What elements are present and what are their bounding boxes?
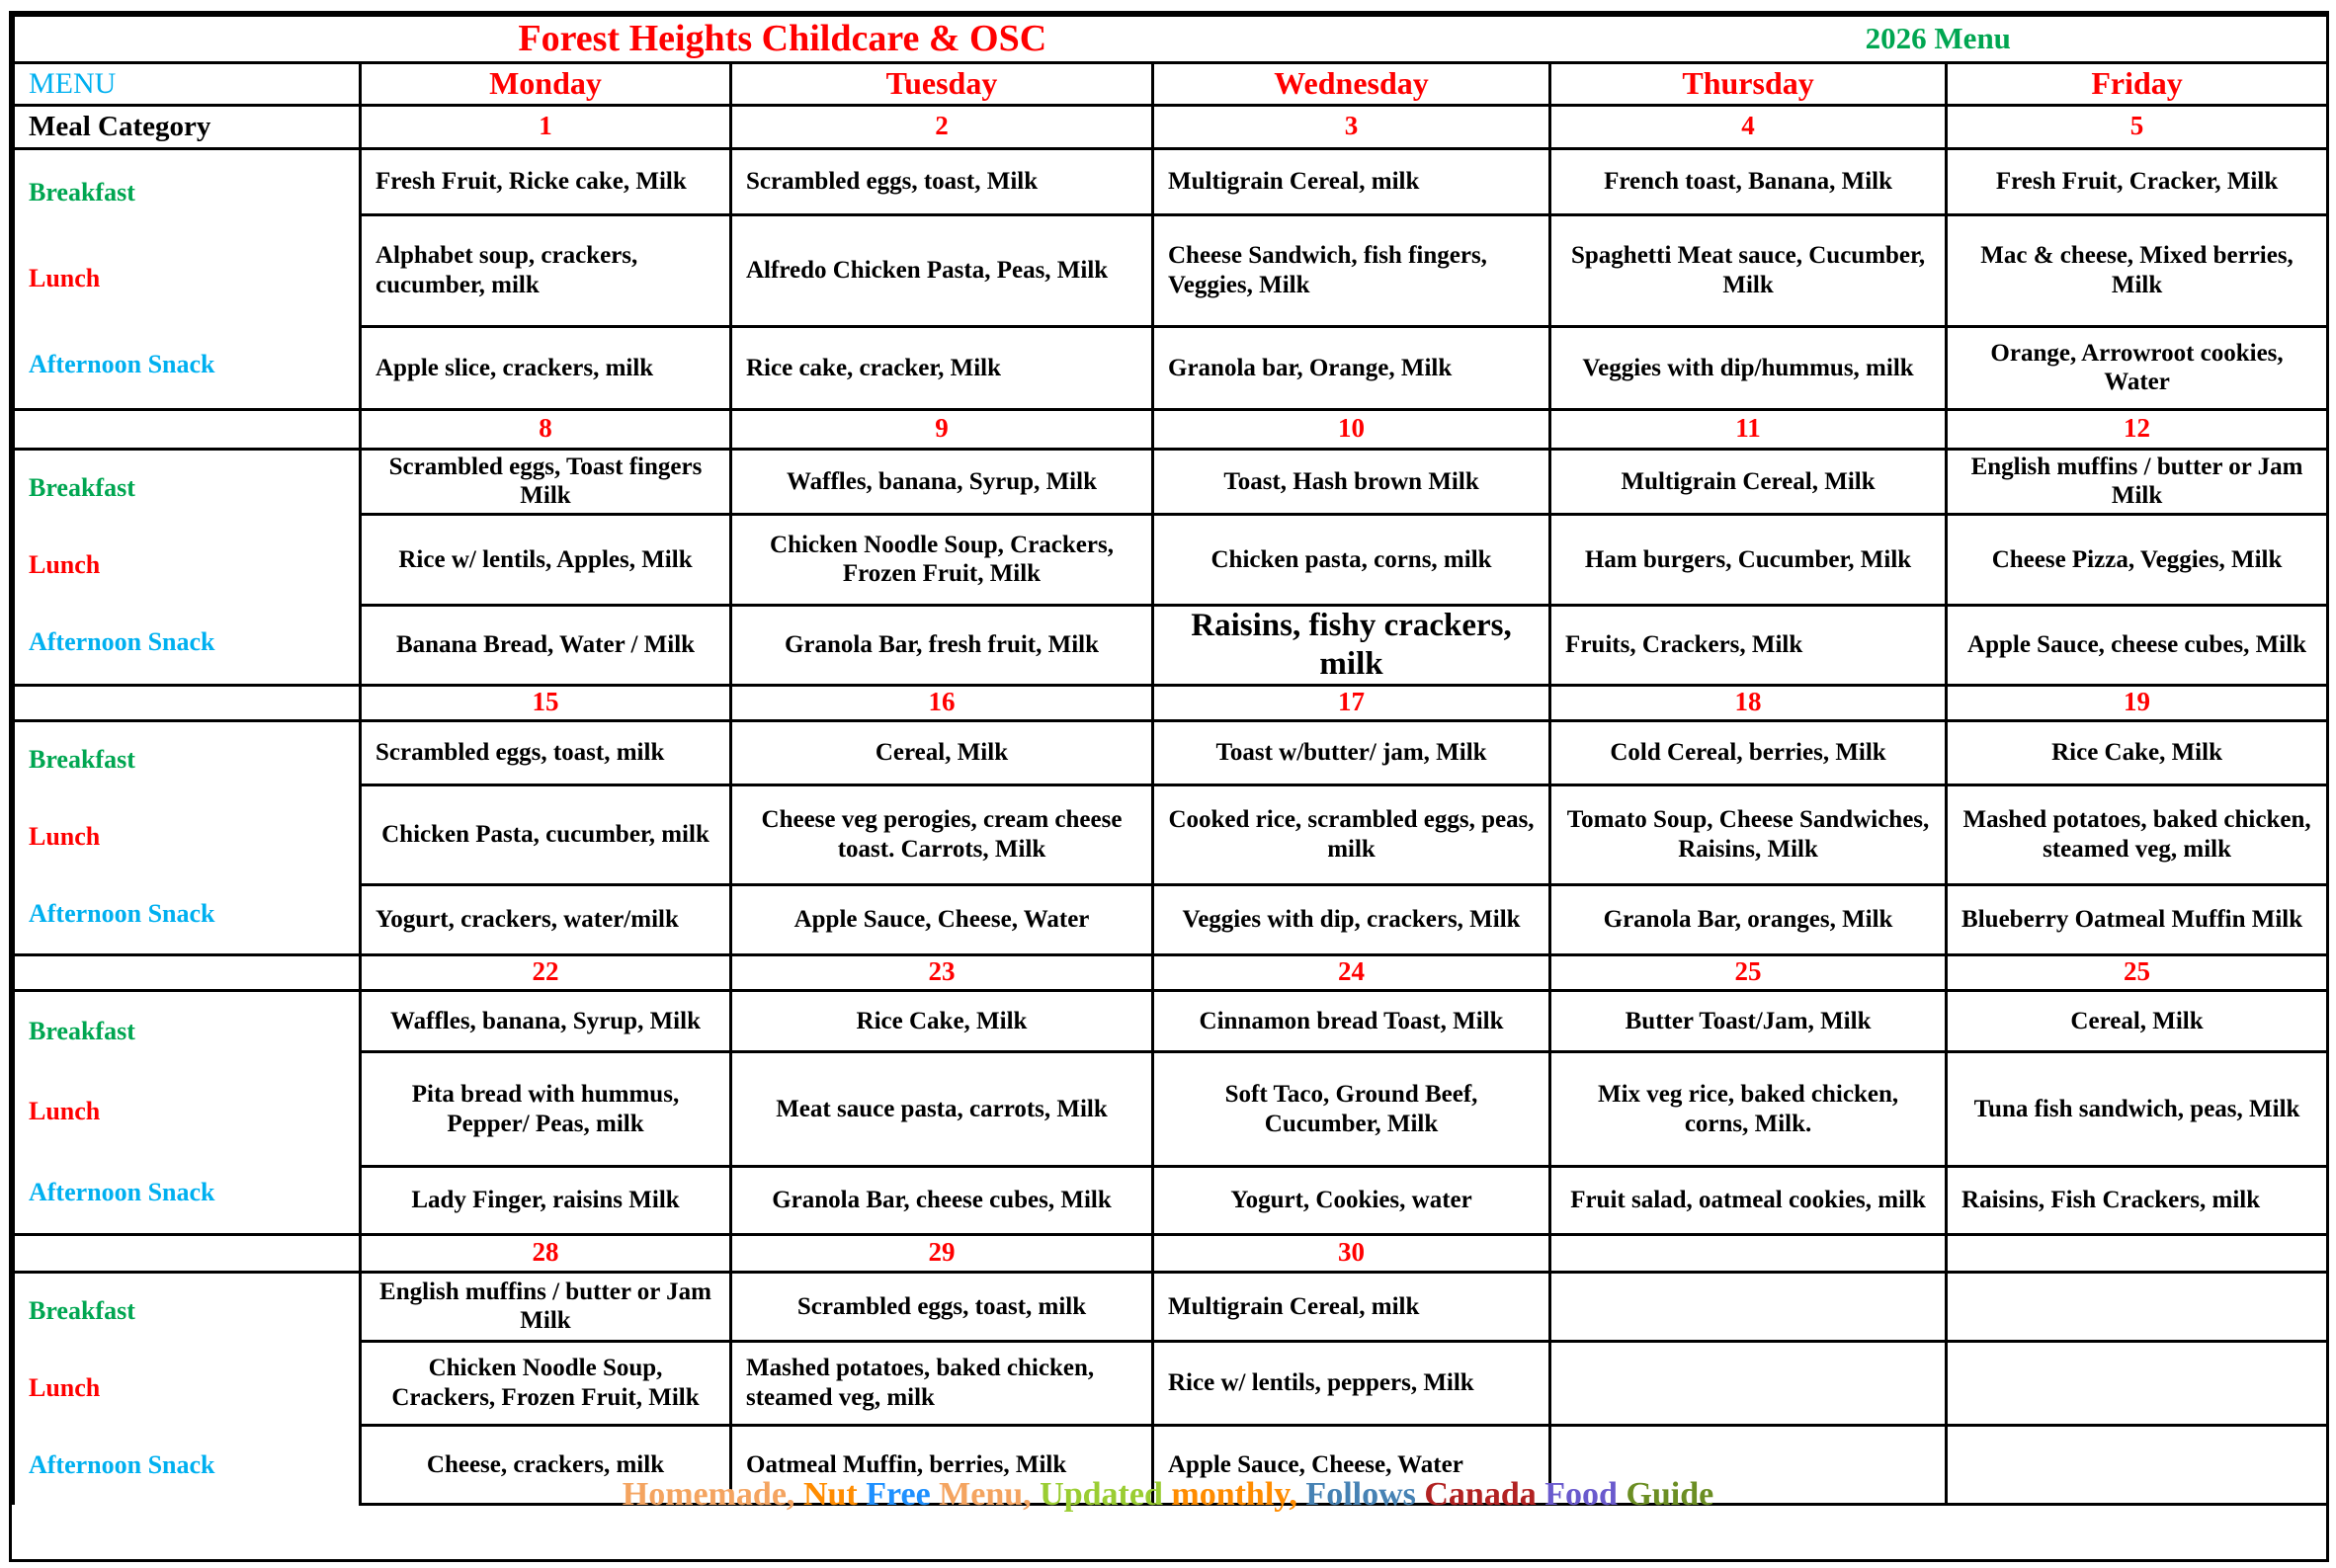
date-number: 8 [361, 409, 731, 449]
meal-category-label: Meal Category [14, 105, 361, 148]
date-number: 18 [1550, 685, 1947, 720]
lunch-label: Lunch [29, 822, 101, 852]
breakfast-cell: Rice Cake, Milk [731, 990, 1153, 1052]
snack-cell: Blueberry Oatmeal Muffin Milk [1947, 884, 2328, 954]
day-header-tuesday: Tuesday [731, 62, 1153, 105]
breakfast-cell: French toast, Banana, Milk [1550, 148, 1947, 214]
day-header-thursday: Thursday [1550, 62, 1947, 105]
lunch-cell: Mashed potatoes, baked chicken, steamed veg, milk [731, 1342, 1153, 1426]
lunch-cell: Chicken pasta, corns, milk [1153, 514, 1550, 605]
snack-cell: Banana Bread, Water / Milk [361, 605, 731, 685]
footer-word: Guide [1626, 1476, 1714, 1513]
breakfast-cell [1947, 1272, 2328, 1341]
date-number: 3 [1153, 105, 1550, 148]
lunch-cell: Cooked rice, scrambled eggs, peas, milk [1153, 784, 1550, 884]
footer-word: monthly, [1171, 1476, 1306, 1513]
snack-cell: Raisins, fishy crackers, milk [1153, 605, 1550, 685]
lunch-cell: Cheese Sandwich, fish fingers, Veggies, Milk [1153, 214, 1550, 326]
snack-label: Afternoon Snack [29, 899, 215, 929]
week-5-breakfast-row [14, 1272, 2328, 1341]
snack-cell: Apple Sauce, Cheese, Water [1153, 1425, 1550, 1505]
date-number: 23 [731, 954, 1153, 990]
week-2-lunch-row [14, 514, 2328, 605]
date-number: 25 [1550, 954, 1947, 990]
meal-labels-cell [14, 148, 361, 409]
date-number: 9 [731, 409, 1153, 449]
date-number: 10 [1153, 409, 1550, 449]
lunch-cell: Cheese veg perogies, cream cheese toast. Carrots, Milk [731, 784, 1153, 884]
lunch-cell: Pita bread with hummus, Pepper/ Peas, milk [361, 1052, 731, 1166]
page-title: Forest Heights Childcare & OSC [14, 16, 1550, 63]
breakfast-cell: Fresh Fruit, Ricke cake, Milk [361, 148, 731, 214]
week-1-date-row [14, 105, 2328, 148]
date-number: 12 [1947, 409, 2328, 449]
breakfast-cell: Scrambled eggs, toast, milk [361, 720, 731, 784]
breakfast-cell: Scrambled eggs, toast, milk [731, 1272, 1153, 1341]
title-row [14, 16, 2328, 63]
lunch-cell: Mix veg rice, baked chicken, corns, Milk. [1550, 1052, 1947, 1166]
week-3-snack-row [14, 884, 2328, 954]
snack-label: Afternoon Snack [29, 1450, 215, 1480]
footer-word: Updated [1040, 1476, 1172, 1513]
year-menu-label: 2026 Menu [1550, 16, 2328, 63]
lunch-cell: Chicken Noodle Soup, Crackers, Frozen Fruit, Milk [361, 1342, 731, 1426]
snack-cell: Lady Finger, raisins Milk [361, 1166, 731, 1234]
footer-word: Nut [802, 1476, 867, 1513]
breakfast-label: Breakfast [29, 473, 135, 503]
breakfast-cell: Cold Cereal, berries, Milk [1550, 720, 1947, 784]
week-2-snack-row [14, 605, 2328, 685]
lunch-cell: Spaghetti Meat sauce, Cucumber, Milk [1550, 214, 1947, 326]
date-number: 16 [731, 685, 1153, 720]
snack-cell: Oatmeal Muffin, berries, Milk [731, 1425, 1153, 1505]
week-5-lunch-row [14, 1342, 2328, 1426]
footer-word: Menu, [939, 1476, 1041, 1513]
date-number: 30 [1153, 1234, 1550, 1272]
snack-cell: Veggies with dip, crackers, Milk [1153, 884, 1550, 954]
breakfast-cell: Fresh Fruit, Cracker, Milk [1947, 148, 2328, 214]
day-header-friday: Friday [1947, 62, 2328, 105]
breakfast-cell: Scrambled eggs, toast, Milk [731, 148, 1153, 214]
snack-cell: Fruit salad, oatmeal cookies, milk [1550, 1166, 1947, 1234]
snack-cell: Cheese, crackers, milk [361, 1425, 731, 1505]
date-number: 11 [1550, 409, 1947, 449]
date-number [1550, 1234, 1947, 1272]
week-3-breakfast-row [14, 720, 2328, 784]
menu-table [12, 14, 2329, 1506]
snack-cell: Apple Sauce, cheese cubes, Milk [1947, 605, 2328, 685]
breakfast-cell [1550, 1272, 1947, 1341]
breakfast-label: Breakfast [29, 745, 135, 775]
lunch-label: Lunch [29, 550, 101, 580]
footer-word: Follows [1305, 1476, 1425, 1513]
snack-cell: Apple Sauce, Cheese, Water [731, 884, 1153, 954]
date-number: 5 [1947, 105, 2328, 148]
lunch-cell: Mac & cheese, Mixed berries, Milk [1947, 214, 2328, 326]
date-number: 22 [361, 954, 731, 990]
snack-cell: Veggies with dip/hummus, milk [1550, 326, 1947, 409]
snack-cell: Apple slice, crackers, milk [361, 326, 731, 409]
snack-cell: Granola Bar, oranges, Milk [1550, 884, 1947, 954]
lunch-cell: Alfredo Chicken Pasta, Peas, Milk [731, 214, 1153, 326]
snack-cell: Yogurt, Cookies, water [1153, 1166, 1550, 1234]
date-row-spacer [14, 954, 361, 990]
date-number: 15 [361, 685, 731, 720]
snack-cell: Yogurt, crackers, water/milk [361, 884, 731, 954]
breakfast-label: Breakfast [29, 177, 135, 206]
snack-cell: Granola Bar, fresh fruit, Milk [731, 605, 1153, 685]
lunch-cell: Alphabet soup, crackers, cucumber, milk [361, 214, 731, 326]
meal-labels-cell [14, 449, 361, 685]
week-4-snack-row [14, 1166, 2328, 1234]
date-number: 29 [731, 1234, 1153, 1272]
lunch-label: Lunch [29, 1097, 101, 1126]
week-4-lunch-row [14, 1052, 2328, 1166]
snack-cell: Granola bar, Orange, Milk [1153, 326, 1550, 409]
date-number: 24 [1153, 954, 1550, 990]
lunch-cell: Tomato Soup, Cheese Sandwiches, Raisins, Milk [1550, 784, 1947, 884]
week-1-breakfast-row [14, 148, 2328, 214]
breakfast-cell: Butter Toast/Jam, Milk [1550, 990, 1947, 1052]
breakfast-label: Breakfast [29, 1017, 135, 1046]
footer-word: Food [1544, 1476, 1627, 1513]
meal-labels-cell [14, 990, 361, 1234]
week-1-lunch-row [14, 214, 2328, 326]
week-2-breakfast-row [14, 449, 2328, 514]
lunch-cell: Mashed potatoes, baked chicken, steamed veg, milk [1947, 784, 2328, 884]
breakfast-cell: Multigrain Cereal, milk [1153, 1272, 1550, 1341]
week-3-date-row [14, 685, 2328, 720]
breakfast-cell: English muffins / butter or Jam Milk [1947, 449, 2328, 514]
meal-labels [29, 722, 359, 953]
date-row-spacer [14, 685, 361, 720]
meal-labels [29, 150, 359, 408]
date-number: 28 [361, 1234, 731, 1272]
week-1-snack-row [14, 326, 2328, 409]
lunch-cell: Soft Taco, Ground Beef, Cucumber, Milk [1153, 1052, 1550, 1166]
meal-labels [29, 1274, 359, 1505]
day-header-monday: Monday [361, 62, 731, 105]
breakfast-cell: Toast w/butter/ jam, Milk [1153, 720, 1550, 784]
breakfast-cell: Cereal, Milk [1947, 990, 2328, 1052]
breakfast-cell: Scrambled eggs, Toast fingers Milk [361, 449, 731, 514]
date-number: 2 [731, 105, 1153, 148]
week-4-date-row [14, 954, 2328, 990]
date-row-spacer [14, 409, 361, 449]
breakfast-cell: Cereal, Milk [731, 720, 1153, 784]
date-number: 1 [361, 105, 731, 148]
week-5-date-row [14, 1234, 2328, 1272]
menu-sheet [9, 11, 2329, 1562]
menu-label: MENU [14, 62, 361, 105]
breakfast-cell: English muffins / butter or Jam Milk [361, 1272, 731, 1341]
week-4-breakfast-row [14, 990, 2328, 1052]
breakfast-cell: Rice Cake, Milk [1947, 720, 2328, 784]
meal-labels [29, 992, 359, 1233]
snack-cell: Orange, Arrowroot cookies, Water [1947, 326, 2328, 409]
footer-word: Canada [1424, 1476, 1545, 1513]
day-header-row [14, 62, 2328, 105]
breakfast-cell: Cinnamon bread Toast, Milk [1153, 990, 1550, 1052]
lunch-cell [1550, 1342, 1947, 1426]
date-number: 25 [1947, 954, 2328, 990]
breakfast-cell: Waffles, banana, Syrup, Milk [731, 449, 1153, 514]
lunch-cell: Tuna fish sandwich, peas, Milk [1947, 1052, 2328, 1166]
breakfast-cell: Multigrain Cereal, milk [1153, 148, 1550, 214]
breakfast-cell: Waffles, banana, Syrup, Milk [361, 990, 731, 1052]
snack-label: Afternoon Snack [29, 627, 215, 657]
footer-word: Free [866, 1476, 940, 1513]
date-number [1947, 1234, 2328, 1272]
meal-labels [29, 451, 359, 682]
lunch-label: Lunch [29, 1373, 101, 1403]
day-header-wednesday: Wednesday [1153, 62, 1550, 105]
meal-labels-cell [14, 1272, 361, 1505]
date-number: 4 [1550, 105, 1947, 148]
date-row-spacer [14, 1234, 361, 1272]
lunch-cell: Ham burgers, Cucumber, Milk [1550, 514, 1947, 605]
lunch-cell [1947, 1342, 2328, 1426]
snack-cell: Granola Bar, cheese cubes, Milk [731, 1166, 1153, 1234]
week-3-lunch-row [14, 784, 2328, 884]
lunch-cell: Rice w/ lentils, Apples, Milk [361, 514, 731, 605]
lunch-cell: Rice w/ lentils, peppers, Milk [1153, 1342, 1550, 1426]
breakfast-cell: Multigrain Cereal, Milk [1550, 449, 1947, 514]
footer-tagline [0, 1476, 2336, 1514]
date-number: 17 [1153, 685, 1550, 720]
date-number: 19 [1947, 685, 2328, 720]
lunch-cell: Chicken Noodle Soup, Crackers, Frozen Fruit, Milk [731, 514, 1153, 605]
snack-cell: Rice cake, cracker, Milk [731, 326, 1153, 409]
snack-cell: Fruits, Crackers, Milk [1550, 605, 1947, 685]
breakfast-cell: Toast, Hash brown Milk [1153, 449, 1550, 514]
snack-label: Afternoon Snack [29, 349, 215, 378]
snack-cell: Raisins, Fish Crackers, milk [1947, 1166, 2328, 1234]
week-2-date-row [14, 409, 2328, 449]
lunch-cell: Cheese Pizza, Veggies, Milk [1947, 514, 2328, 605]
lunch-cell: Chicken Pasta, cucumber, milk [361, 784, 731, 884]
breakfast-label: Breakfast [29, 1296, 135, 1326]
lunch-label: Lunch [29, 263, 101, 292]
footer-word: Homemade, [622, 1476, 803, 1513]
lunch-cell: Meat sauce pasta, carrots, Milk [731, 1052, 1153, 1166]
snack-label: Afternoon Snack [29, 1177, 215, 1206]
meal-labels-cell [14, 720, 361, 954]
